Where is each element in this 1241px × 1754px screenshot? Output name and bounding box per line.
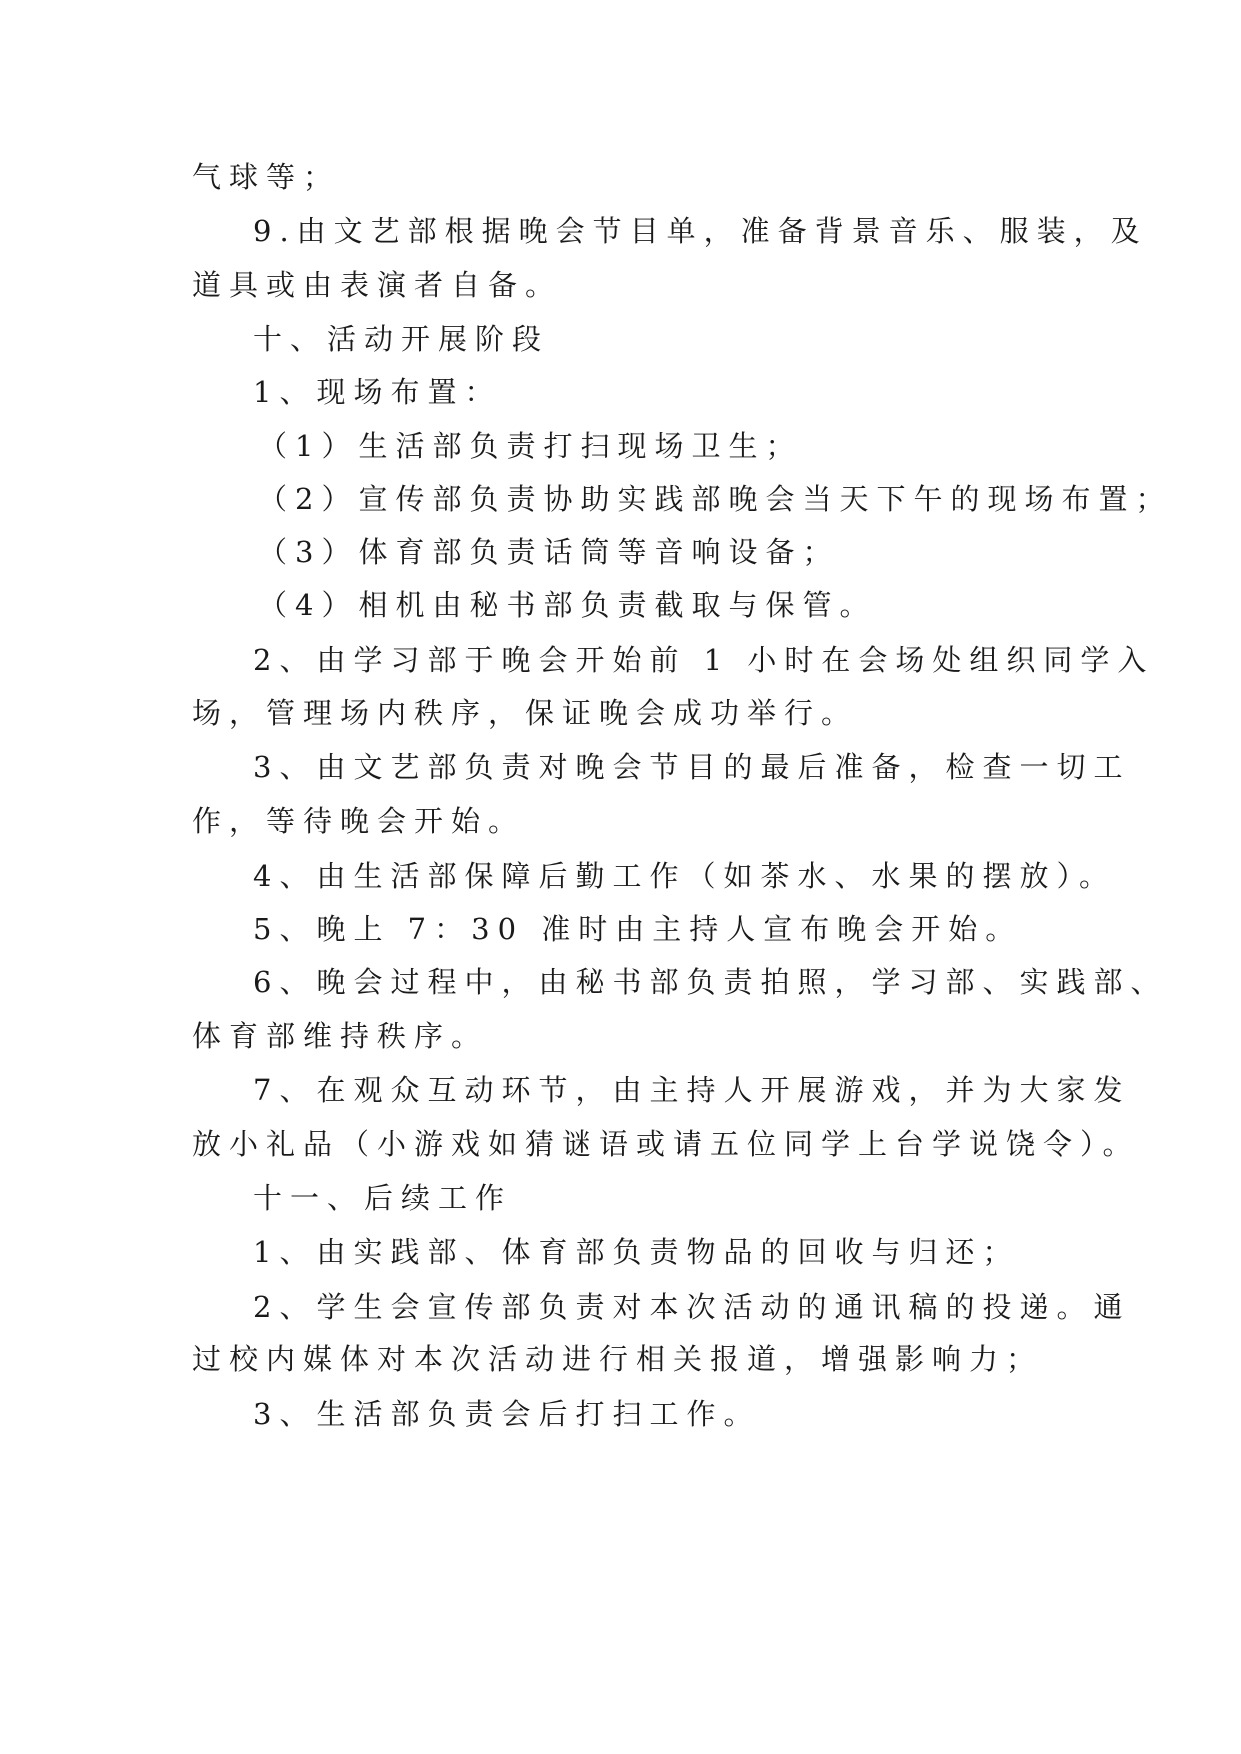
text-line: （1）生活部负责打扫现场卫生； xyxy=(258,429,803,463)
text-line: 3、生活部负责会后打扫工作。 xyxy=(253,1397,761,1431)
text-line: 气球等； xyxy=(192,160,341,194)
text-line: 1、由实践部、体育部负责物品的回收与归还； xyxy=(253,1235,1020,1269)
text-line: 道具或由表演者自备。 xyxy=(192,268,563,302)
text-line: 作，等待晚会开始。 xyxy=(192,804,526,838)
text-line: 2、学生会宣传部负责对本次活动的通讯稿的投递。通 xyxy=(253,1290,1131,1324)
text-line: 场，管理场内秩序，保证晚会成功举行。 xyxy=(192,696,859,730)
text-line: 4、由生活部保障后勤工作（如茶水、水果的摆放）。 xyxy=(253,859,1116,893)
text-line: （3）体育部负责话筒等音响设备； xyxy=(258,535,840,569)
text-line: 3、由文艺部负责对晚会节目的最后准备，检查一切工 xyxy=(253,750,1131,784)
text-line: 2、由学习部于晚会开始前 1 小时在会场处组织同学入 xyxy=(253,643,1155,677)
text-line: 过校内媒体对本次活动进行相关报道，增强影响力； xyxy=(192,1342,1044,1376)
text-line: 放小礼品（小游戏如猜谜语或请五位同学上台学说饶令）。 xyxy=(192,1127,1140,1161)
text-line: 9.由文艺部根据晚会节目单，准备背景音乐、服装，及 xyxy=(253,214,1148,248)
text-line: （2）宣传部负责协助实践部晚会当天下午的现场布置； xyxy=(258,482,1173,516)
text-line: 1、现场布置： xyxy=(253,375,502,409)
text-line: 体育部维持秩序。 xyxy=(192,1019,489,1053)
text-line: 5、晚上 7：30 准时由主持人宣布晚会开始。 xyxy=(253,912,1023,946)
text-line: 6、晚会过程中，由秘书部负责拍照，学习部、实践部、 xyxy=(253,965,1168,999)
text-line: （4）相机由秘书部负责截取与保管。 xyxy=(258,588,877,622)
text-line: 7、在观众互动环节，由主持人开展游戏，并为大家发 xyxy=(253,1073,1131,1107)
section-heading: 十一、后续工作 xyxy=(253,1181,513,1215)
section-heading: 十、活动开展阶段 xyxy=(253,322,550,356)
